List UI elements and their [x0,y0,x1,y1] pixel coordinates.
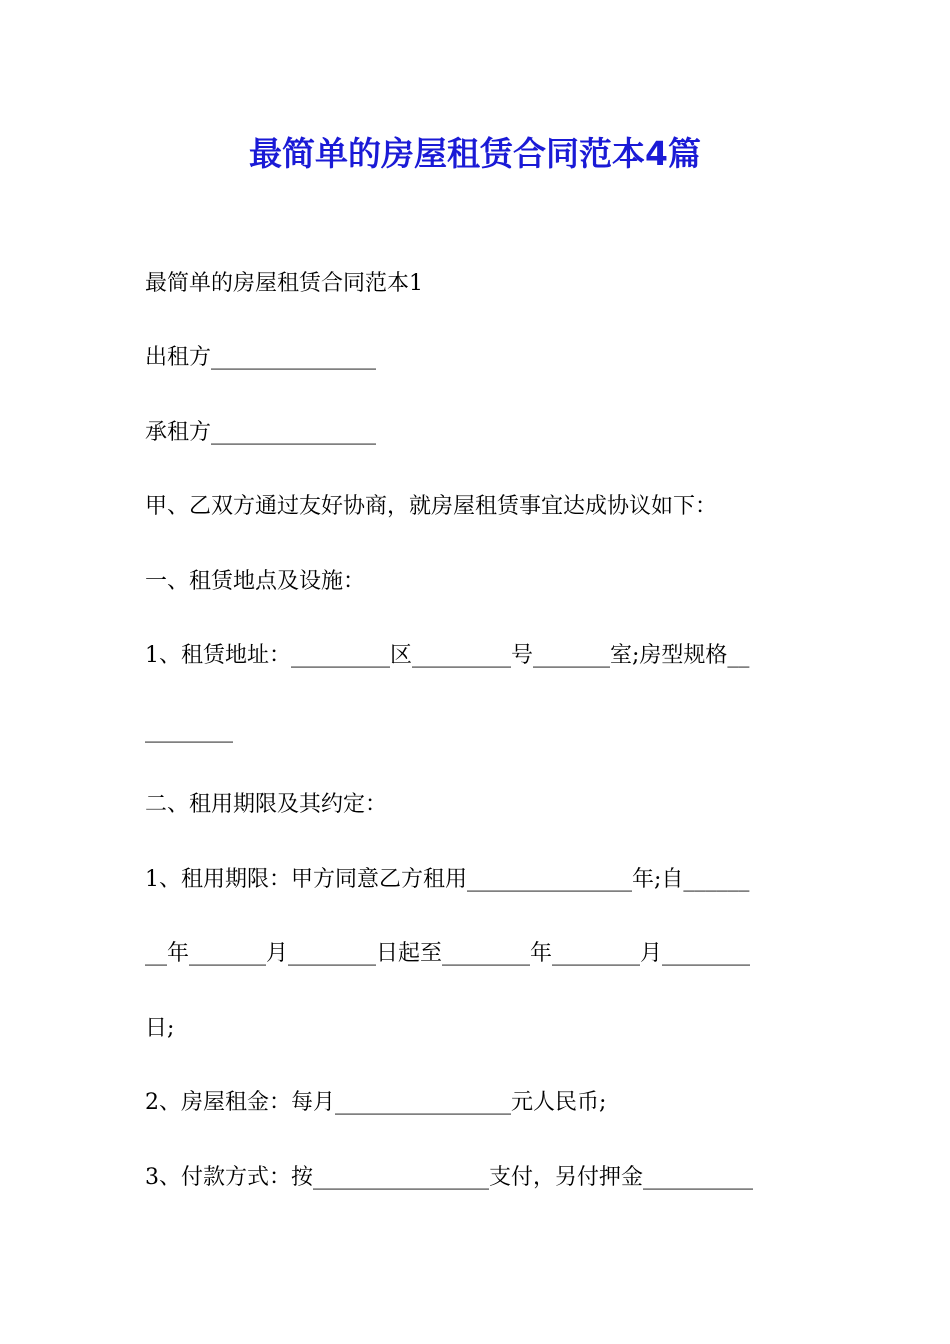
clause-2-rent: 2、房屋租金：每月________________元人民币; [145,1090,607,1115]
clause-1-heading: 一、租赁地点及设施： [145,569,366,594]
agreement-intro: 甲、乙双方通过友好协商，就房屋租赁事宜达成协议如下： [145,494,718,519]
clause-2-heading: 二、租用期限及其约定： [145,792,388,817]
clause-2-term-end: 日; [145,1016,175,1041]
clause-2-term-cont: __年_______月________日起至________年________月________ [145,941,751,966]
section-heading: 最简单的房屋租赁合同范本1 [145,271,423,296]
clause-2-term: 1、租用期限：甲方同意乙方租用_______________年;自______ [145,867,750,892]
clause-2-payment: 3、付款方式：按________________支付，另付押金__________ [145,1165,753,1190]
lessee-line: 承租方_______________ [145,420,377,445]
lessor-line: 出租方_______________ [145,345,377,370]
page-title: 最简单的房屋租赁合同范本4篇 [249,134,701,173]
clause-1-address: 1、租赁地址：_________区_________号_______室;房型规格__ [145,643,750,668]
clause-1-address-cont: ________ [145,718,233,743]
